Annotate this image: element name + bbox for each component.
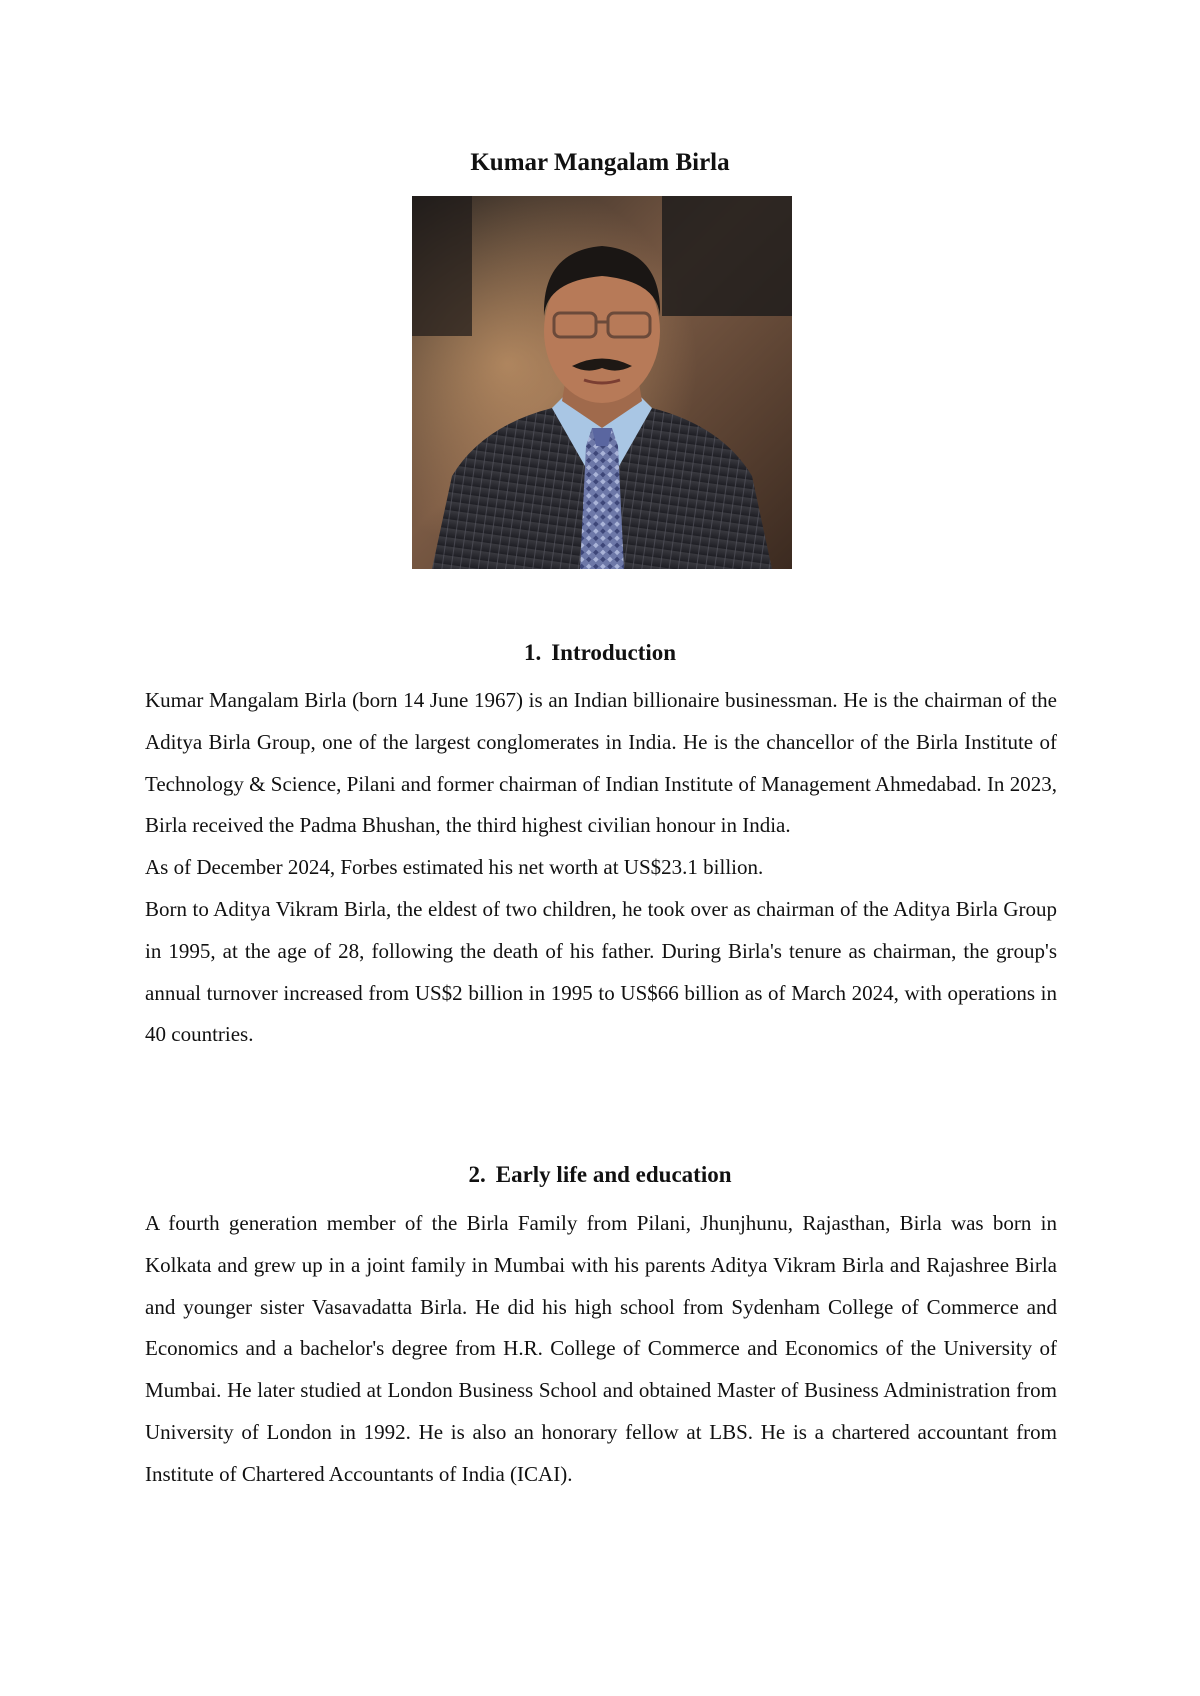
early-life-body (145, 1203, 1057, 1496)
document-title: Kumar Mangalam Birla (470, 149, 730, 176)
section-title: Introduction (551, 640, 677, 665)
section-heading-introduction (0, 637, 1200, 669)
introduction-body (145, 680, 1057, 1056)
paragraph: A fourth generation member of the Birla Family from Pilani, Jhunjhunu, Rajasthan, Birla was born in Kolkata and grew up in a joint family in Mumbai with his parents Aditya Vikram Birla and Rajashree Birla and younger sister Vasavadatta Birla. He did his high school from Sydenham College of Commerce and Economics and a bachelor's degree from H.R. College of Commerce and Economics of the University of Mumbai. He later studied at London Business School and obtained Master of Business Administration from University of London in 1992. He is also an honorary fellow at LBS. He is a chartered accountant from Institute of Chartered Accountants of India (ICAI). (145, 1211, 1057, 1486)
paragraph: Born to Aditya Vikram Birla, the eldest of two children, he took over as chairman of the Aditya Birla Group in 1995, at the age of 28, following the death of his father. During Birla's tenure as chairman, the group's annual turnover increased from US$2 billion in 1995 to US$66 billion as of March 2024, with operations in 40 countries. (145, 896, 1057, 1047)
section-number: 2. (468, 1162, 486, 1187)
portrait-photo (412, 196, 792, 569)
section-heading-early-life (0, 1159, 1200, 1191)
section-number: 1. (523, 640, 542, 665)
section-title: Early life and education (495, 1162, 732, 1187)
paragraph: Kumar Mangalam Birla (born 14 June 1967) is an Indian billionaire businessman. He is the chairman of the Aditya Birla Group, one of the largest conglomerates in India. He is the chancellor of the Birla Institute of Technology & Science, Pilani and former chairman of Indian Institute of Management Ahmedabad. In 2023, Birla received the Padma Bhushan, the third highest civilian honour in India. (145, 688, 1057, 838)
paragraph: As of December 2024, Forbes estimated his net worth at US$23.1 billion. (145, 855, 764, 880)
